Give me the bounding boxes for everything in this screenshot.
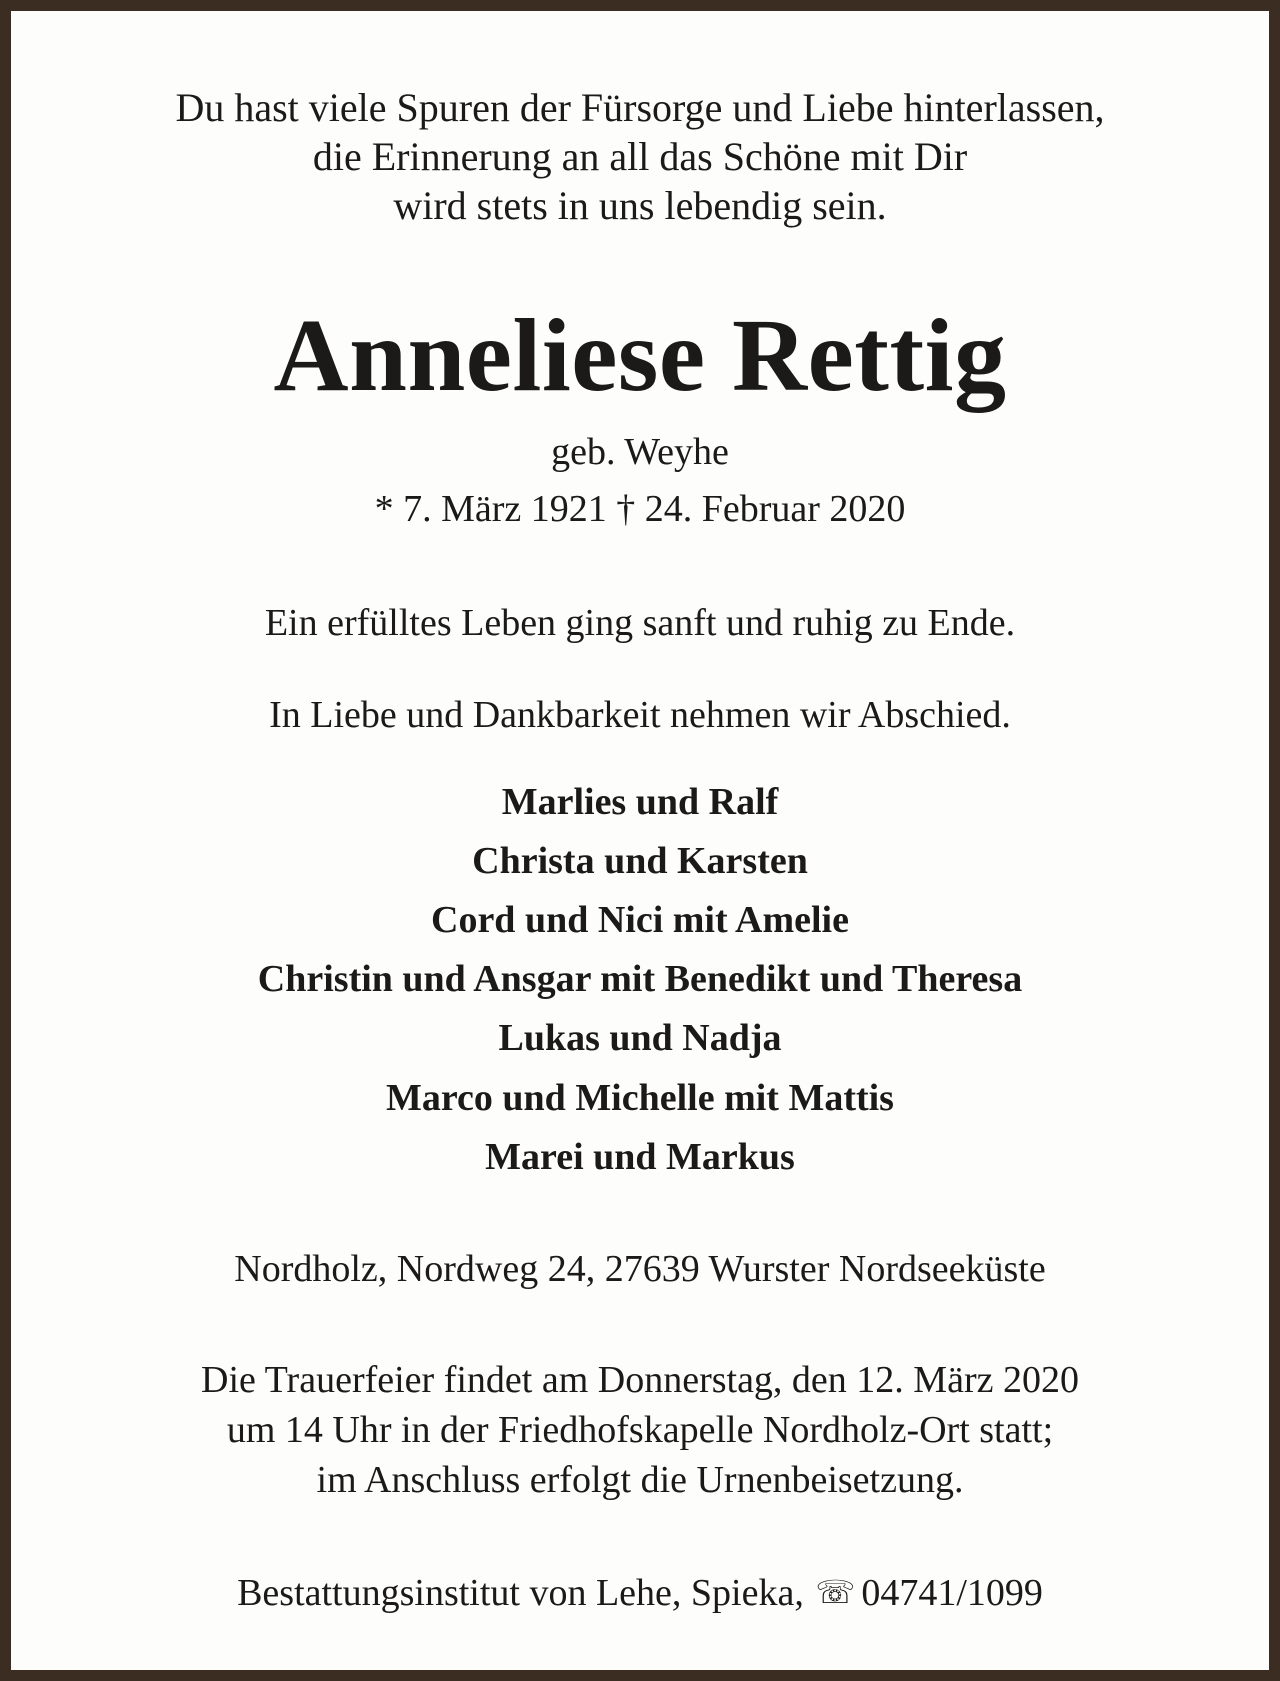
family-member-line: Marei und Markus [485, 1136, 795, 1178]
ceremony-line-1: Die Trauerfeier findet am Donnerstag, den 12. März 2020 [201, 1359, 1079, 1401]
maiden-name: geb. Weyhe [551, 431, 729, 473]
undertaker-line [11, 1569, 1269, 1616]
ceremony-line-2: um 14 Uhr in der Friedhofskapelle Nordholz-Ort statt; [226, 1409, 1054, 1451]
undertaker-name: Bestattungsinstitut von Lehe, Spieka, [237, 1572, 804, 1614]
poem-line-2: die Erinnerung an all das Schöne mit Dir [312, 134, 968, 179]
farewell-statement: In Liebe und Dankbarkeit nehmen wir Abschied. [269, 694, 1011, 736]
family-member-line: Christin und Ansgar mit Benedikt und Theresa [257, 958, 1023, 1000]
family-member-line: Marco und Michelle mit Mattis [386, 1077, 894, 1119]
life-statement: Ein erfülltes Leben ging sanft und ruhig zu Ende. [264, 602, 1016, 644]
undertaker-phone: 04741/1099 [861, 1572, 1043, 1614]
deceased-name: Anneliese Rettig [273, 298, 1007, 413]
poem-line-1: Du hast viele Spuren der Fürsorge und Liebe hinterlassen, [175, 85, 1105, 130]
family-address: Nordholz, Nordweg 24, 27639 Wurster Nordseeküste [234, 1248, 1046, 1290]
family-member-line: Cord und Nici mit Amelie [431, 899, 849, 941]
family-member-line: Christa und Karsten [472, 840, 808, 882]
telephone-icon: ☏ [815, 1573, 856, 1611]
ceremony-line-3: im Anschluss erfolgt die Urnenbeisetzung. [316, 1459, 964, 1501]
life-dates: * 7. März 1921 † 24. Februar 2020 [374, 488, 906, 530]
poem-line-3: wird stets in uns lebendig sein. [393, 183, 887, 228]
family-member-line: Lukas und Nadja [498, 1017, 782, 1059]
family-member-line: Marlies und Ralf [501, 781, 779, 823]
